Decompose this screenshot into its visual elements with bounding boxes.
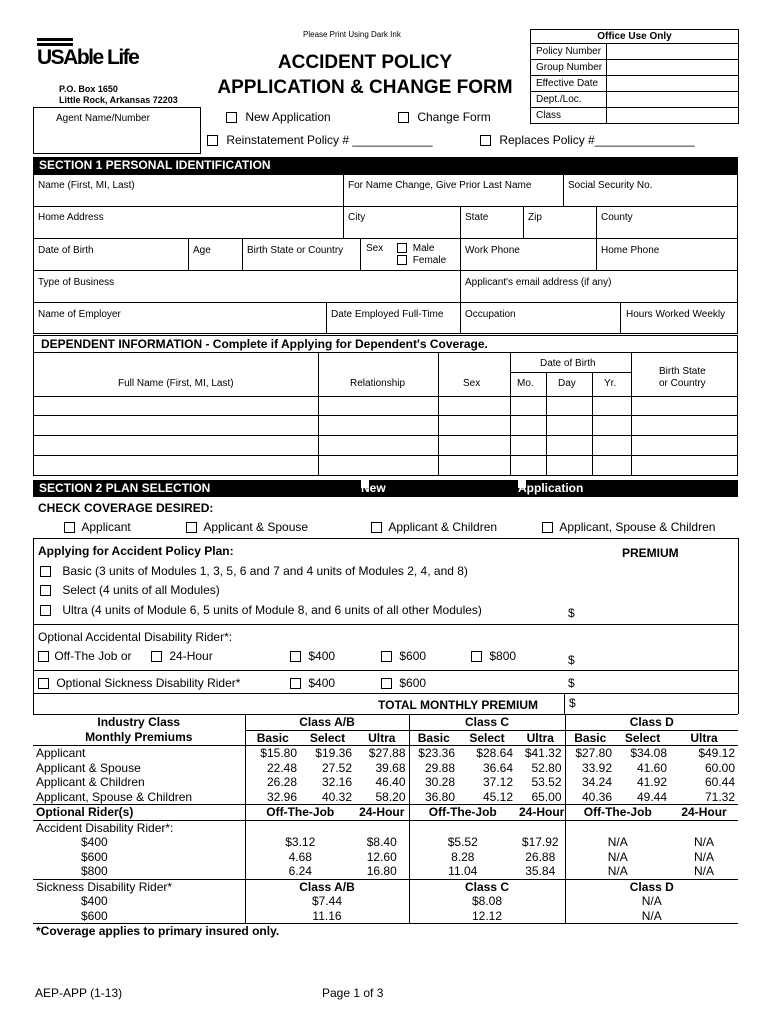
- off-the-job-header: Off-The-Job: [409, 805, 516, 821]
- section2-title: SECTION 2 PLAN SELECTION: [39, 481, 211, 495]
- office-policy-number: Policy Number: [536, 46, 602, 57]
- class-c-header: Class C: [409, 879, 565, 894]
- home-phone-field[interactable]: Home Phone: [601, 245, 660, 256]
- new-application-checkbox[interactable]: [226, 112, 237, 123]
- coverage-applicant-label: Applicant: [81, 520, 131, 534]
- sickness-rider-value: 12.12: [409, 909, 565, 924]
- sick-600-label: $600: [399, 676, 427, 690]
- sickness-rider-value: N/A: [565, 909, 738, 924]
- rider-off-job-value: 4.68: [245, 850, 355, 865]
- rider-24hour-value: 35.84: [525, 864, 556, 878]
- plan-header: Ultra: [355, 730, 409, 746]
- section2-header: SECTION 2 PLAN SELECTION New Applicant Application for Change: [33, 480, 738, 497]
- plan-header: Basic: [565, 730, 615, 746]
- agent-name-field[interactable]: [33, 107, 201, 154]
- reinstatement-checkbox[interactable]: [207, 135, 218, 146]
- sick-rider-dollar[interactable]: $: [568, 676, 575, 690]
- plan-header: Select: [300, 730, 355, 746]
- coverage-spouse-label: Applicant & Spouse: [203, 520, 309, 534]
- class-ab-header: Class A/B: [245, 879, 409, 894]
- accident-rider-row: [33, 850, 738, 865]
- rider-24hour-value: 16.80: [366, 864, 397, 878]
- reinstatement-label: Reinstatement Policy # ____________: [226, 133, 433, 147]
- rider-24hour-value: 12.60: [366, 849, 397, 864]
- premium-row-label: Applicant: [36, 746, 86, 760]
- sex-male-option[interactable]: [397, 243, 434, 254]
- ssn-field[interactable]: Social Security No.: [568, 180, 653, 191]
- premium-value: $15.80: [245, 746, 300, 761]
- dep-relationship-header: Relationship: [350, 378, 406, 389]
- usable-life-logo: [37, 38, 138, 69]
- premium-value: 34.24: [565, 775, 615, 790]
- sickness-rider-value: $7.44: [245, 894, 409, 909]
- premium-value: 60.00: [705, 760, 736, 775]
- accident-rider-label: Accident Disability Rider*:: [33, 820, 245, 835]
- premium-value: 40.32: [321, 789, 352, 804]
- premium-value: 22.48: [245, 761, 300, 776]
- office-use-title: Office Use Only: [597, 31, 672, 42]
- female-label: Female: [412, 255, 447, 266]
- dob-field[interactable]: Date of Birth: [38, 245, 94, 256]
- sick-400-option[interactable]: [290, 676, 335, 690]
- class-c-header: Class C: [409, 715, 565, 730]
- dep-yr-header: Yr.: [604, 378, 617, 389]
- new-application-label: New Application: [245, 110, 331, 124]
- address-line-2: Little Rock, Arkansas 72203: [59, 95, 178, 105]
- premium-value: 40.36: [565, 790, 615, 805]
- plan-select-option[interactable]: [40, 583, 220, 597]
- premium-value: $27.88: [368, 746, 406, 760]
- premium-value: 37.12: [482, 775, 513, 789]
- premium-row-label: Applicant & Spouse: [36, 760, 141, 775]
- form-code: AEP-APP (1-13): [35, 986, 123, 1000]
- rider-amount-label: $400: [81, 835, 108, 849]
- premium-value: 39.68: [375, 760, 406, 775]
- plan-header: Basic: [245, 730, 300, 746]
- plan-select-checkbox[interactable]: [40, 585, 51, 596]
- office-effective-date: Effective Date: [536, 78, 599, 89]
- premium-value: 32.16: [321, 775, 352, 789]
- premium-value: 45.12: [482, 789, 513, 804]
- office-class: Class: [536, 110, 562, 121]
- plan-header: Ultra: [670, 730, 738, 746]
- rider-24hour-value: N/A: [694, 835, 715, 849]
- sickness-rider-row: [33, 909, 738, 924]
- premium-value: 33.92: [565, 761, 615, 776]
- new-application-option[interactable]: [226, 110, 331, 124]
- total-premium-dollar[interactable]: $: [569, 696, 576, 710]
- sex-female-option[interactable]: [397, 255, 446, 266]
- premium-row: [33, 761, 738, 776]
- sickness-rider-row: [33, 894, 738, 909]
- zip-field[interactable]: Zip: [528, 212, 542, 223]
- sickness-rider-value: $8.08: [409, 894, 565, 909]
- occupation-field[interactable]: Occupation: [465, 309, 516, 320]
- premium-value: 36.64: [482, 760, 513, 775]
- change-form-label: Change Form: [417, 110, 491, 124]
- class-d-header: Class D: [565, 879, 738, 894]
- prior-name-field[interactable]: For Name Change, Give Prior Last Name: [348, 180, 532, 191]
- acc-600-checkbox[interactable]: [381, 651, 392, 662]
- premium-value: 53.52: [531, 775, 562, 789]
- coverage-family-option[interactable]: [542, 520, 715, 534]
- dep-birth-state-header-1: Birth State: [659, 366, 706, 377]
- class-ab-header: Class A/B: [245, 715, 409, 730]
- optional-rider-label: Optional Accidental Disability Rider*:: [38, 630, 233, 644]
- coverage-applicant-option[interactable]: [64, 520, 131, 534]
- premium-table: [33, 715, 738, 939]
- dep-birth-state-header-2: or Country: [659, 378, 706, 389]
- accident-rider-row: [33, 864, 738, 879]
- premium-row: [33, 775, 738, 790]
- premium-value: $23.36: [409, 746, 458, 761]
- county-field[interactable]: County: [601, 212, 633, 223]
- 24hour-label: 24-Hour: [169, 649, 213, 663]
- rider-off-job-value: N/A: [565, 864, 670, 879]
- hours-worked-field[interactable]: Hours Worked Weekly: [626, 309, 726, 320]
- rider-24hour-value: N/A: [694, 849, 715, 864]
- dep-day-header: Day: [558, 378, 576, 389]
- 24hour-checkbox[interactable]: [151, 651, 162, 662]
- coverage-applicant-checkbox[interactable]: [64, 522, 75, 533]
- plan-basic-label: Basic (3 units of Modules 1, 3, 5, 6 and 7 and 4 units of Modules 2, 4, and 8): [62, 564, 468, 578]
- sickness-rider-value: 11.16: [245, 909, 409, 924]
- form-title-line-2: APPLICATION & CHANGE FORM: [217, 77, 513, 98]
- sickness-rider-option[interactable]: [38, 676, 240, 690]
- premium-value: 52.80: [531, 760, 562, 775]
- rider-off-job-value: 11.04: [409, 864, 516, 879]
- accident-rider-row: [33, 835, 738, 850]
- plan-header: Select: [615, 730, 670, 746]
- reinstatement-option[interactable]: [207, 133, 433, 147]
- replaces-policy-label: Replaces Policy #_______________: [499, 133, 695, 147]
- female-checkbox[interactable]: [397, 255, 407, 265]
- 24-hour-header: 24-Hour: [355, 805, 409, 821]
- acc-800-option[interactable]: [471, 649, 516, 663]
- rider-24hour-value: $8.40: [366, 835, 397, 849]
- premium-value: $41.32: [524, 746, 562, 760]
- male-checkbox[interactable]: [397, 243, 407, 253]
- premium-row: [33, 790, 738, 805]
- plan-select-label: Select (4 units of all Modules): [62, 583, 220, 597]
- plan-premium-dollar[interactable]: $: [568, 606, 575, 620]
- office-dept-loc: Dept./Loc.: [536, 94, 582, 105]
- acc-600-label: $600: [399, 649, 427, 663]
- premium-row-label: Applicant, Spouse & Children: [36, 789, 193, 804]
- off-job-option[interactable]: [38, 649, 132, 663]
- sickness-rider-value: N/A: [565, 894, 738, 909]
- birth-state-field[interactable]: Birth State or Country: [247, 245, 344, 256]
- work-phone-field[interactable]: Work Phone: [465, 245, 520, 256]
- premium-value: 41.92: [637, 775, 668, 789]
- coverage-children-label: Applicant & Children: [388, 520, 498, 534]
- monthly-premiums-header: Monthly Premiums: [33, 730, 245, 746]
- business-type-field[interactable]: Type of Business: [38, 277, 115, 288]
- 24-hour-header: 24-Hour: [670, 805, 738, 821]
- coverage-spouse-option[interactable]: [186, 520, 308, 534]
- 24hour-option[interactable]: [151, 649, 213, 663]
- plan-basic-option[interactable]: [40, 564, 468, 578]
- rider-off-job-value: $5.52: [409, 835, 516, 850]
- off-the-job-header: Off-The-Job: [565, 805, 670, 821]
- sickness-rider-table-label: Sickness Disability Rider*: [33, 879, 245, 894]
- rider-amount-label: $600: [81, 849, 108, 864]
- off-job-label: Off-The Job or: [54, 649, 132, 663]
- plan-header: Basic: [409, 730, 458, 746]
- optional-riders-label: Optional Rider(s): [33, 805, 245, 821]
- rider-amount-label: $600: [81, 908, 108, 923]
- rider-off-job-value: 6.24: [245, 864, 355, 879]
- rider-24hour-value: N/A: [694, 864, 715, 878]
- premium-value: $28.64: [476, 746, 513, 760]
- sick-600-checkbox[interactable]: [381, 678, 392, 689]
- off-job-checkbox[interactable]: [38, 651, 49, 662]
- plan-ultra-label: Ultra (4 units of Module 6, 5 units of Module 8, and 6 units of all other Modules): [62, 603, 482, 617]
- coverage-footnote: *Coverage applies to primary insured only.: [33, 924, 738, 939]
- logo-text: USAble Life: [37, 46, 139, 69]
- dep-sex-header: Sex: [463, 378, 481, 389]
- acc-800-checkbox[interactable]: [471, 651, 482, 662]
- page-number: Page 1 of 3: [322, 986, 384, 1000]
- coverage-children-option[interactable]: [371, 520, 497, 534]
- sick-600-option[interactable]: [381, 676, 426, 690]
- acc-rider-dollar[interactable]: $: [568, 653, 575, 667]
- rider-24hour-value: $17.92: [521, 835, 559, 849]
- premium-value: 32.96: [245, 790, 300, 805]
- office-group-number: Group Number: [536, 62, 603, 73]
- employer-field[interactable]: Name of Employer: [38, 309, 121, 320]
- rider-off-job-value: N/A: [565, 835, 670, 850]
- plan-header: Ultra: [516, 730, 565, 746]
- acc-400-label: $400: [308, 649, 336, 663]
- state-field[interactable]: State: [465, 212, 489, 223]
- plan-basic-checkbox[interactable]: [40, 566, 51, 577]
- acc-400-checkbox[interactable]: [290, 651, 301, 662]
- total-premium-label: TOTAL MONTHLY PREMIUM: [378, 698, 539, 712]
- dep-dob-header: Date of Birth: [540, 358, 596, 369]
- premium-value: 58.20: [375, 789, 406, 804]
- dep-mo-header: Mo.: [517, 378, 534, 389]
- plan-ultra-checkbox[interactable]: [40, 605, 51, 616]
- replaces-policy-checkbox[interactable]: [480, 135, 491, 146]
- premium-value: 29.88: [409, 761, 458, 776]
- coverage-family-label: Applicant, Spouse & Children: [559, 520, 716, 534]
- premium-row: [33, 746, 738, 761]
- off-the-job-header: Off-The-Job: [245, 805, 355, 821]
- coverage-spouse-checkbox[interactable]: [186, 522, 197, 533]
- premium-value: 36.80: [409, 790, 458, 805]
- form-title-line-1: ACCIDENT POLICY: [277, 52, 453, 73]
- address-line-1: P.O. Box 1650: [59, 84, 118, 94]
- name-field[interactable]: Name (First, MI, Last): [38, 180, 135, 191]
- premium-value: $49.12: [698, 746, 736, 760]
- city-field[interactable]: City: [348, 212, 366, 223]
- sickness-rider-label: Optional Sickness Disability Rider*: [56, 676, 241, 690]
- 24-hour-header: 24-Hour: [516, 805, 565, 821]
- premium-value: $34.08: [630, 746, 668, 760]
- check-coverage-label: CHECK COVERAGE DESIRED:: [38, 501, 214, 515]
- replaces-policy-option[interactable]: [480, 133, 695, 147]
- dep-full-name-header: Full Name (First, MI, Last): [118, 378, 234, 389]
- rider-amount-label: $800: [81, 864, 108, 878]
- sex-label: Sex: [366, 243, 384, 254]
- class-d-header: Class D: [565, 715, 738, 730]
- agent-label: Agent Name/Number: [56, 113, 150, 124]
- premium-value: 30.28: [409, 775, 458, 790]
- age-field[interactable]: Age: [193, 245, 211, 256]
- premium-value: 71.32: [705, 789, 736, 804]
- premium-header: PREMIUM: [622, 546, 679, 560]
- acc-800-label: $800: [489, 649, 517, 663]
- rider-off-job-value: N/A: [565, 850, 670, 865]
- section1-header: SECTION 1 PERSONAL IDENTIFICATION: [33, 157, 738, 174]
- rider-off-job-value: $3.12: [245, 835, 355, 850]
- sick-400-checkbox[interactable]: [290, 678, 301, 689]
- change-form-option[interactable]: [398, 110, 491, 124]
- acc-400-option[interactable]: [290, 649, 335, 663]
- sick-400-label: $400: [308, 676, 336, 690]
- premium-value: 46.40: [375, 775, 406, 789]
- premium-row-label: Applicant & Children: [36, 775, 145, 789]
- email-field[interactable]: Applicant's email address (if any): [465, 277, 612, 288]
- industry-class-header: Industry Class: [97, 715, 181, 730]
- premium-value: 49.44: [637, 789, 668, 804]
- acc-600-option[interactable]: [381, 649, 426, 663]
- premium-value: $19.36: [315, 746, 352, 760]
- premium-value: 27.52: [321, 760, 352, 775]
- premium-value: $27.80: [565, 746, 615, 761]
- premium-value: 60.44: [705, 775, 736, 789]
- premium-value: 41.60: [637, 760, 668, 775]
- plan-ultra-option[interactable]: [40, 603, 482, 617]
- rider-amount-label: $400: [81, 894, 108, 908]
- applying-for-label: Applying for Accident Policy Plan:: [38, 544, 234, 558]
- coverage-family-checkbox[interactable]: [542, 522, 553, 533]
- coverage-children-checkbox[interactable]: [371, 522, 382, 533]
- home-address-field[interactable]: Home Address: [38, 212, 104, 223]
- male-label: Male: [412, 243, 435, 254]
- print-note: Please Print Using Dark Ink: [303, 30, 401, 39]
- rider-24hour-value: 26.88: [525, 849, 556, 864]
- sickness-rider-checkbox[interactable]: [38, 678, 49, 689]
- premium-value: 65.00: [531, 789, 562, 804]
- rider-off-job-value: 8.28: [409, 850, 516, 865]
- date-employed-field[interactable]: Date Employed Full-Time: [331, 309, 444, 320]
- premium-value: 26.28: [245, 775, 300, 790]
- dependent-title: DEPENDENT INFORMATION - Complete if Applying for Dependent's Coverage.: [41, 337, 488, 351]
- change-form-checkbox[interactable]: [398, 112, 409, 123]
- plan-header: Select: [458, 730, 516, 746]
